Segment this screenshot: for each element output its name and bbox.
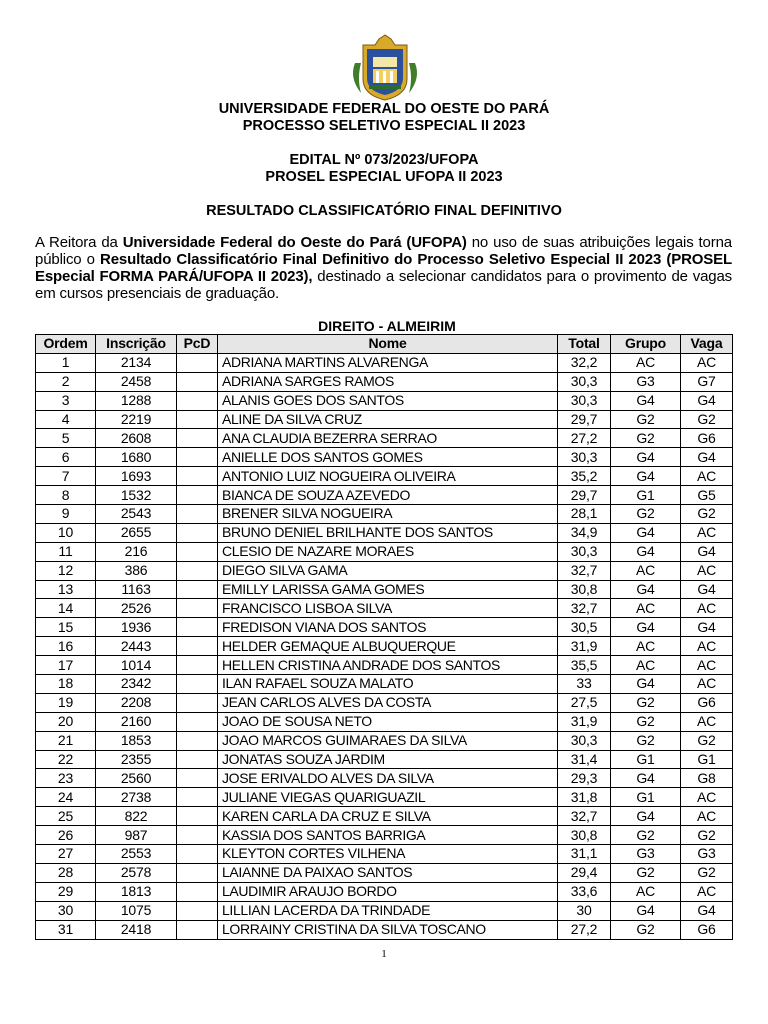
table-row (36, 863, 733, 882)
cell-pcd (177, 920, 218, 939)
cell-pcd (177, 769, 218, 788)
table-row (36, 448, 733, 467)
table-caption: DIREITO - ALMEIRIM (318, 318, 456, 334)
cell-inscricao: 2134 (96, 353, 177, 372)
cell-total: 35,5 (558, 656, 611, 675)
cell-inscricao: 1075 (96, 901, 177, 920)
cell-inscricao: 1532 (96, 486, 177, 505)
cell-total: 31,8 (558, 788, 611, 807)
cell-pcd (177, 712, 218, 731)
cell-total: 32,7 (558, 807, 611, 826)
cell-inscricao: 2560 (96, 769, 177, 788)
cell-nome: ADRIANA MARTINS ALVARENGA (218, 353, 558, 372)
cell-pcd (177, 882, 218, 901)
cell-grupo: AC (611, 637, 681, 656)
cell-total: 30,3 (558, 542, 611, 561)
cell-nome: ANIELLE DOS SANTOS GOMES (218, 448, 558, 467)
cell-pcd (177, 542, 218, 561)
cell-grupo: G2 (611, 826, 681, 845)
cell-nome: KASSIA DOS SANTOS BARRIGA (218, 826, 558, 845)
cell-vaga: AC (681, 599, 733, 618)
cell-grupo: G4 (611, 542, 681, 561)
cell-nome: KAREN CARLA DA CRUZ E SILVA (218, 807, 558, 826)
table-row (36, 561, 733, 580)
cell-ordem: 17 (36, 656, 96, 675)
cell-inscricao: 2526 (96, 599, 177, 618)
process-name: PROCESSO SELETIVO ESPECIAL II 2023 (242, 118, 526, 134)
cell-pcd (177, 788, 218, 807)
table-header-row (36, 335, 733, 354)
cell-total: 30,3 (558, 372, 611, 391)
cell-pcd (177, 372, 218, 391)
cell-nome: ANTONIO LUIZ NOGUEIRA OLIVEIRA (218, 467, 558, 486)
cell-nome: BIANCA DE SOUZA AZEVEDO (218, 486, 558, 505)
cell-grupo: G4 (611, 618, 681, 637)
table-row (36, 712, 733, 731)
cell-nome: KLEYTON CORTES VILHENA (218, 845, 558, 864)
cell-nome: JULIANE VIEGAS QUARIGUAZIL (218, 788, 558, 807)
cell-grupo: G2 (611, 410, 681, 429)
cell-nome: ALINE DA SILVA CRUZ (218, 410, 558, 429)
cell-grupo: G1 (611, 750, 681, 769)
cell-grupo: AC (611, 353, 681, 372)
cell-ordem: 9 (36, 505, 96, 524)
cell-total: 31,9 (558, 637, 611, 656)
cell-ordem: 19 (36, 693, 96, 712)
cell-vaga: G4 (681, 618, 733, 637)
cell-total: 29,3 (558, 769, 611, 788)
cell-total: 31,9 (558, 712, 611, 731)
table-row (36, 750, 733, 769)
cell-ordem: 5 (36, 429, 96, 448)
table-row (36, 391, 733, 410)
cell-vaga: AC (681, 523, 733, 542)
cell-ordem: 28 (36, 863, 96, 882)
cell-nome: HELDER GEMAQUE ALBUQUERQUE (218, 637, 558, 656)
cell-pcd (177, 675, 218, 694)
cell-total: 33 (558, 675, 611, 694)
cell-vaga: G5 (681, 486, 733, 505)
cell-nome: JOAO MARCOS GUIMARAES DA SILVA (218, 731, 558, 750)
ufopa-logo (347, 33, 423, 103)
page-number: 1 (381, 948, 387, 960)
cell-ordem: 30 (36, 901, 96, 920)
results-table (35, 334, 733, 940)
cell-inscricao: 386 (96, 561, 177, 580)
table-row (36, 372, 733, 391)
cell-ordem: 15 (36, 618, 96, 637)
cell-vaga: G4 (681, 391, 733, 410)
cell-pcd (177, 486, 218, 505)
table-row (36, 693, 733, 712)
cell-pcd (177, 505, 218, 524)
cell-pcd (177, 826, 218, 845)
table-row (36, 618, 733, 637)
cell-inscricao: 2458 (96, 372, 177, 391)
column-header-vaga: Vaga (681, 335, 733, 354)
table-row (36, 807, 733, 826)
cell-grupo: G4 (611, 391, 681, 410)
cell-ordem: 6 (36, 448, 96, 467)
cell-nome: HELLEN CRISTINA ANDRADE DOS SANTOS (218, 656, 558, 675)
cell-vaga: G2 (681, 410, 733, 429)
cell-ordem: 22 (36, 750, 96, 769)
cell-ordem: 10 (36, 523, 96, 542)
cell-total: 32,2 (558, 353, 611, 372)
cell-nome: LILLIAN LACERDA DA TRINDADE (218, 901, 558, 920)
cell-vaga: G4 (681, 542, 733, 561)
cell-grupo: G2 (611, 505, 681, 524)
cell-grupo: G3 (611, 372, 681, 391)
cell-grupo: G4 (611, 807, 681, 826)
cell-pcd (177, 599, 218, 618)
cell-grupo: AC (611, 656, 681, 675)
cell-inscricao: 2578 (96, 863, 177, 882)
cell-grupo: G1 (611, 788, 681, 807)
cell-nome: LAUDIMIR ARAUJO BORDO (218, 882, 558, 901)
intro-bold-2: Resultado Classificatório Final Definitivo do Processo Seletivo Especial II 2023 (PROSEL Especial FORMA PARÁ/UFOPA II 2023), (35, 251, 732, 285)
cell-nome: BRENER SILVA NOGUEIRA (218, 505, 558, 524)
cell-pcd (177, 863, 218, 882)
column-header-pcd: PcD (177, 335, 218, 354)
cell-vaga: AC (681, 788, 733, 807)
cell-inscricao: 216 (96, 542, 177, 561)
cell-vaga: G3 (681, 845, 733, 864)
cell-grupo: AC (611, 599, 681, 618)
cell-nome: ADRIANA SARGES RAMOS (218, 372, 558, 391)
column-header-nome: Nome (218, 335, 558, 354)
cell-pcd (177, 693, 218, 712)
cell-total: 33,6 (558, 882, 611, 901)
cell-grupo: G4 (611, 523, 681, 542)
cell-inscricao: 2443 (96, 637, 177, 656)
cell-total: 32,7 (558, 561, 611, 580)
cell-inscricao: 987 (96, 826, 177, 845)
cell-grupo: G2 (611, 693, 681, 712)
cell-grupo: G4 (611, 467, 681, 486)
cell-pcd (177, 845, 218, 864)
cell-ordem: 14 (36, 599, 96, 618)
cell-inscricao: 2738 (96, 788, 177, 807)
cell-inscricao: 1014 (96, 656, 177, 675)
table-row (36, 580, 733, 599)
cell-pcd (177, 429, 218, 448)
cell-pcd (177, 901, 218, 920)
cell-total: 32,7 (558, 599, 611, 618)
cell-total: 29,4 (558, 863, 611, 882)
cell-total: 27,2 (558, 429, 611, 448)
cell-pcd (177, 731, 218, 750)
cell-nome: DIEGO SILVA GAMA (218, 561, 558, 580)
cell-nome: LAIANNE DA PAIXAO SANTOS (218, 863, 558, 882)
table-row (36, 410, 733, 429)
cell-pcd (177, 448, 218, 467)
table-row (36, 731, 733, 750)
cell-grupo: AC (611, 561, 681, 580)
cell-ordem: 16 (36, 637, 96, 656)
cell-inscricao: 2655 (96, 523, 177, 542)
cell-ordem: 8 (36, 486, 96, 505)
university-name: UNIVERSIDADE FEDERAL DO OESTE DO PARÁ (218, 101, 550, 117)
table-row (36, 429, 733, 448)
cell-pcd (177, 523, 218, 542)
cell-inscricao: 2355 (96, 750, 177, 769)
cell-inscricao: 2160 (96, 712, 177, 731)
cell-inscricao: 2219 (96, 410, 177, 429)
table-row (36, 353, 733, 372)
cell-ordem: 20 (36, 712, 96, 731)
cell-vaga: AC (681, 637, 733, 656)
cell-grupo: G2 (611, 731, 681, 750)
cell-nome: ANA CLAUDIA BEZERRA SERRAO (218, 429, 558, 448)
cell-vaga: AC (681, 561, 733, 580)
intro-text-2: no uso de suas atribuições legais torna público o (35, 234, 732, 268)
cell-grupo: G3 (611, 845, 681, 864)
cell-inscricao: 2543 (96, 505, 177, 524)
table-row (36, 920, 733, 939)
cell-ordem: 25 (36, 807, 96, 826)
cell-pcd (177, 750, 218, 769)
cell-ordem: 26 (36, 826, 96, 845)
cell-vaga: AC (681, 882, 733, 901)
cell-nome: LORRAINY CRISTINA DA SILVA TOSCANO (218, 920, 558, 939)
cell-grupo: G1 (611, 486, 681, 505)
cell-inscricao: 822 (96, 807, 177, 826)
table-row (36, 599, 733, 618)
cell-vaga: AC (681, 675, 733, 694)
intro-paragraph (35, 234, 732, 302)
table-row (36, 467, 733, 486)
cell-pcd (177, 656, 218, 675)
cell-grupo: G2 (611, 920, 681, 939)
cell-vaga: G7 (681, 372, 733, 391)
cell-grupo: G4 (611, 901, 681, 920)
table-row (36, 486, 733, 505)
cell-nome: JOSE ERIVALDO ALVES DA SILVA (218, 769, 558, 788)
table-row (36, 845, 733, 864)
cell-pcd (177, 807, 218, 826)
cell-total: 30,3 (558, 448, 611, 467)
table-row (36, 769, 733, 788)
cell-total: 27,2 (558, 920, 611, 939)
cell-vaga: AC (681, 353, 733, 372)
cell-vaga: G6 (681, 429, 733, 448)
cell-inscricao: 1163 (96, 580, 177, 599)
cell-inscricao: 1680 (96, 448, 177, 467)
cell-nome: JEAN CARLOS ALVES DA COSTA (218, 693, 558, 712)
cell-inscricao: 1288 (96, 391, 177, 410)
intro-text-1: A Reitora da (35, 234, 123, 251)
column-header-total: Total (558, 335, 611, 354)
cell-grupo: G4 (611, 448, 681, 467)
cell-vaga: G4 (681, 448, 733, 467)
table-row (36, 542, 733, 561)
table-body (36, 353, 733, 939)
cell-pcd (177, 561, 218, 580)
table-row (36, 788, 733, 807)
table-row (36, 826, 733, 845)
cell-pcd (177, 353, 218, 372)
cell-vaga: G4 (681, 580, 733, 599)
cell-total: 31,4 (558, 750, 611, 769)
cell-total: 34,9 (558, 523, 611, 542)
cell-vaga: AC (681, 656, 733, 675)
cell-ordem: 29 (36, 882, 96, 901)
cell-pcd (177, 467, 218, 486)
table-row (36, 505, 733, 524)
intro-text-3: destinado a selecionar candidatos para o provimento de vagas em cursos presenciais de graduação. (35, 268, 732, 302)
cell-inscricao: 2553 (96, 845, 177, 864)
cell-inscricao: 1693 (96, 467, 177, 486)
cell-inscricao: 2418 (96, 920, 177, 939)
cell-total: 31,1 (558, 845, 611, 864)
cell-inscricao: 1853 (96, 731, 177, 750)
cell-nome: JONATAS SOUZA JARDIM (218, 750, 558, 769)
cell-ordem: 27 (36, 845, 96, 864)
table-row (36, 901, 733, 920)
cell-ordem: 1 (36, 353, 96, 372)
cell-total: 29,7 (558, 410, 611, 429)
cell-pcd (177, 618, 218, 637)
cell-total: 35,2 (558, 467, 611, 486)
cell-vaga: G2 (681, 505, 733, 524)
cell-nome: FREDISON VIANA DOS SANTOS (218, 618, 558, 637)
cell-ordem: 23 (36, 769, 96, 788)
column-header-ordem: Ordem (36, 335, 96, 354)
cell-total: 30,8 (558, 826, 611, 845)
prosel-name: PROSEL ESPECIAL UFOPA II 2023 (265, 169, 503, 185)
cell-vaga: G1 (681, 750, 733, 769)
cell-ordem: 11 (36, 542, 96, 561)
intro-bold-1: Universidade Federal do Oeste do Pará (UFOPA) (122, 234, 467, 251)
cell-vaga: AC (681, 467, 733, 486)
cell-vaga: G6 (681, 693, 733, 712)
cell-ordem: 12 (36, 561, 96, 580)
cell-grupo: G2 (611, 712, 681, 731)
cell-total: 30,3 (558, 391, 611, 410)
cell-nome: JOAO DE SOUSA NETO (218, 712, 558, 731)
table-row (36, 637, 733, 656)
cell-pcd (177, 637, 218, 656)
cell-total: 30,3 (558, 731, 611, 750)
cell-pcd (177, 580, 218, 599)
table-row (36, 675, 733, 694)
column-header-inscricao: Inscrição (96, 335, 177, 354)
cell-ordem: 2 (36, 372, 96, 391)
cell-vaga: G2 (681, 863, 733, 882)
cell-total: 30 (558, 901, 611, 920)
column-header-grupo: Grupo (611, 335, 681, 354)
cell-vaga: G2 (681, 731, 733, 750)
cell-pcd (177, 410, 218, 429)
result-title: RESULTADO CLASSIFICATÓRIO FINAL DEFINITIVO (206, 203, 562, 219)
cell-inscricao: 2608 (96, 429, 177, 448)
cell-ordem: 3 (36, 391, 96, 410)
cell-nome: BRUNO DENIEL BRILHANTE DOS SANTOS (218, 523, 558, 542)
cell-grupo: G2 (611, 863, 681, 882)
cell-ordem: 4 (36, 410, 96, 429)
cell-inscricao: 2342 (96, 675, 177, 694)
cell-grupo: AC (611, 882, 681, 901)
cell-ordem: 7 (36, 467, 96, 486)
cell-ordem: 13 (36, 580, 96, 599)
cell-vaga: G8 (681, 769, 733, 788)
cell-total: 30,5 (558, 618, 611, 637)
cell-grupo: G4 (611, 580, 681, 599)
cell-grupo: G4 (611, 769, 681, 788)
cell-inscricao: 2208 (96, 693, 177, 712)
cell-ordem: 18 (36, 675, 96, 694)
cell-vaga: G6 (681, 920, 733, 939)
cell-nome: FRANCISCO LISBOA SILVA (218, 599, 558, 618)
cell-inscricao: 1936 (96, 618, 177, 637)
cell-vaga: AC (681, 712, 733, 731)
cell-nome: EMILLY LARISSA GAMA GOMES (218, 580, 558, 599)
cell-ordem: 31 (36, 920, 96, 939)
edital-number: EDITAL Nº 073/2023/UFOPA (289, 152, 479, 168)
cell-vaga: G4 (681, 901, 733, 920)
cell-grupo: G2 (611, 429, 681, 448)
cell-nome: CLESIO DE NAZARE MORAES (218, 542, 558, 561)
cell-ordem: 24 (36, 788, 96, 807)
cell-total: 29,7 (558, 486, 611, 505)
cell-vaga: G2 (681, 826, 733, 845)
cell-total: 30,8 (558, 580, 611, 599)
cell-total: 27,5 (558, 693, 611, 712)
cell-inscricao: 1813 (96, 882, 177, 901)
table-row (36, 656, 733, 675)
cell-total: 28,1 (558, 505, 611, 524)
table-row (36, 882, 733, 901)
cell-grupo: G4 (611, 675, 681, 694)
cell-nome: ILAN RAFAEL SOUZA MALATO (218, 675, 558, 694)
table-row (36, 523, 733, 542)
cell-ordem: 21 (36, 731, 96, 750)
cell-nome: ALANIS GOES DOS SANTOS (218, 391, 558, 410)
cell-vaga: AC (681, 807, 733, 826)
cell-pcd (177, 391, 218, 410)
